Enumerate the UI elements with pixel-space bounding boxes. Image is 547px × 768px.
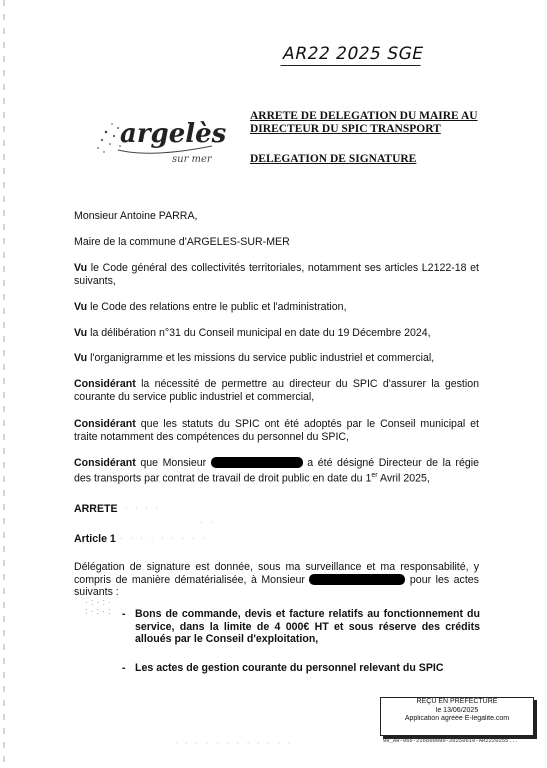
scan-noise: · · · · · · · · · <box>120 535 208 542</box>
consideration-item: Vu la délibération n°31 du Conseil municipal en date du 19 Décembre 2024, <box>74 327 431 339</box>
scan-noise: · · · · · · · · · · · · <box>175 740 294 747</box>
article-heading: Article 1 <box>74 533 116 545</box>
scan-noise: ·:·:· :·:·: <box>85 597 114 616</box>
consideration-item: Vu le Code des relations entre le public et l'administration, <box>74 301 347 313</box>
document-title: ARRETE DE DELEGATION DU MAIRE AU DIRECTEUR DU SPIC TRANSPORT <box>250 110 478 135</box>
scan-edge-marks <box>3 0 5 768</box>
consideration-item: Vu l'organigramme et les missions du service public industriel et commercial, <box>74 352 435 364</box>
argeles-logo <box>92 110 242 180</box>
svg-text:sur mer: sur mer <box>172 154 212 165</box>
consideration-item: Vu le Code général des collectivités territoriales, notamment ses articles L2122-18 et suivants, <box>74 262 479 287</box>
document-subtitle: DELEGATION DE SIGNATURE <box>250 153 417 165</box>
article-body: Délégation de signature est donnée, sous ma surveillance et ma responsabilité, y compris de manière dématérialisée, à Monsieur pour les actes suivants : <box>74 561 479 598</box>
prefecture-receipt-stamp: REÇU EN PREFECTURE le 13/06/2025 Application agréée E-legalite.com <box>380 697 534 736</box>
consideration-director: Considérant que Monsieur a été désigné Directeur de la régie des transports par contrat de travail de droit public en date du 1er Avril 2025, <box>74 457 479 485</box>
scan-noise: · · <box>200 519 216 526</box>
delegation-bullet: - Bons de commande, devis et facture relatifs au fonctionnement du service, dans la limite de 4 000€ HT et sous réserve des crédits alloués par le Conseil d'exploitation, <box>122 608 480 645</box>
signatory-role: Maire de la commune d'ARGELES-SUR-MER <box>74 236 290 248</box>
consideration-item: Considérant que les statuts du SPIC ont été adoptés par le Conseil municipal et traite notamment des compétences du personnel du SPIC, <box>74 418 479 443</box>
scan-noise: · · · · <box>125 505 162 512</box>
handwritten-reference: AR22 2025 SGE <box>280 44 426 64</box>
signatory-name: Monsieur Antoine PARRA, <box>74 210 198 222</box>
arrete-heading: ARRETE <box>74 503 118 515</box>
redacted-name <box>309 574 405 585</box>
stamp-reference-code: 99_AR-066-216600080-20250610-AR2220255... <box>383 737 519 744</box>
redacted-name <box>211 457 303 468</box>
delegation-bullet: - Les actes de gestion courante du personnel relevant du SPIC <box>122 662 444 674</box>
svg-text:argelès: argelès <box>120 119 227 149</box>
consideration-item: Considérant la nécessité de permettre au directeur du SPIC d'assurer la gestion courante du service public industriel et commercial, <box>74 378 479 403</box>
